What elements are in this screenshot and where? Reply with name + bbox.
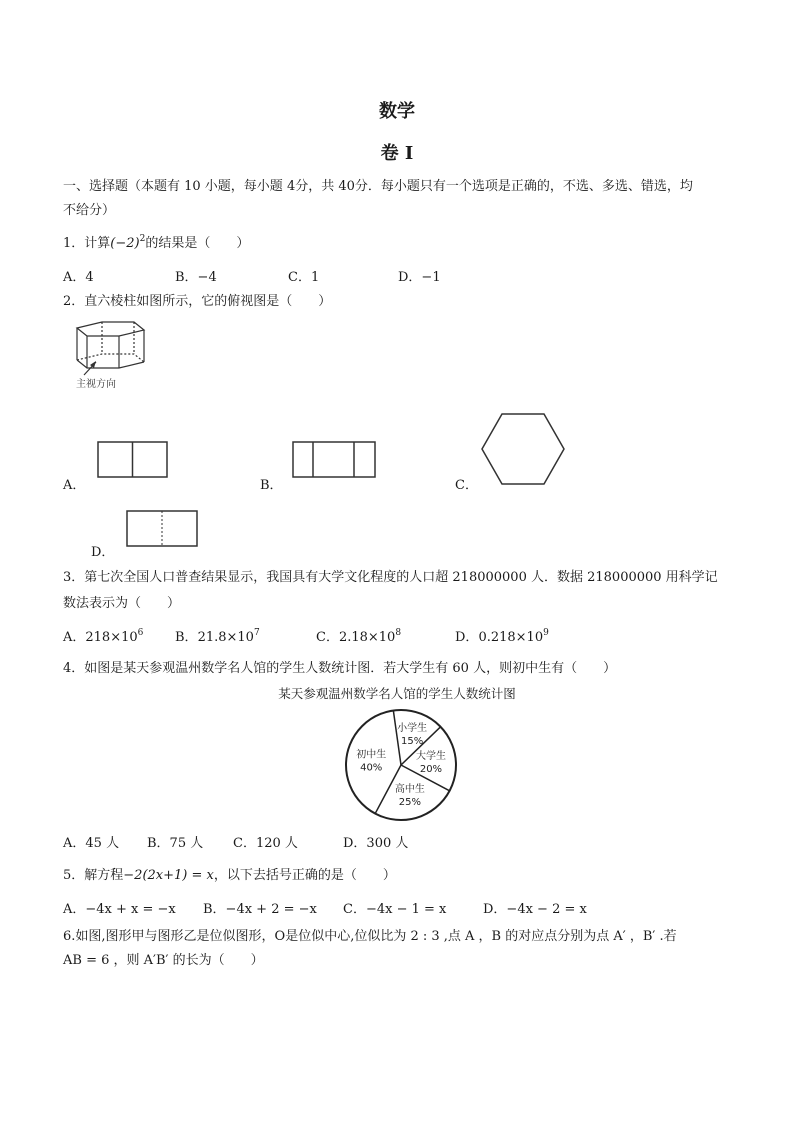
- question-6-stem-line2: AB = 6 ，则 A′B′ 的长为（ ）: [63, 953, 264, 968]
- paper-subtitle: 卷 I: [380, 143, 414, 164]
- question-3-stem-line2: 数法表示为（ ）: [63, 596, 181, 611]
- q2-option-d[interactable]: D．: [91, 545, 115, 560]
- q1-option-a[interactable]: A．4: [63, 270, 94, 285]
- q5-option-d[interactable]: D．−4x − 2 = x: [483, 902, 587, 917]
- q3-option-c[interactable]: C．$2.18\times 10^8$: [316, 628, 402, 645]
- q5-equation: −2(2x+1) = x: [123, 868, 214, 883]
- question-5-stem: 5．解方程−2(2x+1) = x，以下去括号正确的是（ ）: [63, 868, 396, 883]
- pie-slice-percent-2: 25%: [398, 796, 421, 808]
- section-heading-line1: 一、选择题（本题有 10 小题，每小题 4分，共 40分．每小题只有一个选项是正确的，不选、多选、错选，均: [63, 179, 693, 194]
- section-heading-line2: 不给分）: [63, 203, 116, 218]
- view-direction-label: 主视方向: [76, 379, 116, 390]
- q1-suffix: 的结果是（ ）: [145, 236, 250, 251]
- page-title: 数学: [379, 101, 415, 122]
- hexagonal-prism-figure: [72, 320, 152, 392]
- pie-slice-label-0: 小学生: [397, 722, 428, 734]
- q3-option-b[interactable]: B．$21.8\times 10^7$: [175, 628, 260, 645]
- q3-option-a[interactable]: A．$218\times 10^6$: [63, 628, 144, 645]
- pie-slice-label-3: 初中生: [356, 749, 387, 761]
- q2-option-b[interactable]: B．: [260, 478, 283, 493]
- q4-option-b[interactable]: B．75 人: [147, 836, 204, 851]
- q4-option-d[interactable]: D．300 人: [343, 836, 409, 851]
- q2-option-a[interactable]: A．: [63, 478, 86, 493]
- question-2-stem: 2．直六棱柱如图所示，它的俯视图是（ ）: [63, 294, 332, 309]
- q1-expression: (−2): [110, 236, 140, 251]
- q4-option-a[interactable]: A．45 人: [63, 836, 120, 851]
- q3-option-d[interactable]: D．$0.218\times 10^9$: [455, 628, 549, 645]
- question-6-stem-line1: 6.如图,图形甲与图形乙是位似图形，O是位似中心,位似比为 2 : 3 ,点 A ，B 的对应点分别为点 A′ ，B′ .若: [63, 929, 677, 944]
- option-b-top-view: [292, 441, 377, 479]
- q5-option-b[interactable]: B．−4x + 2 = −x: [203, 902, 317, 917]
- question-1-stem: [63, 232, 249, 251]
- q5-option-a[interactable]: A．−4x + x = −x: [63, 902, 176, 917]
- question-4-stem: 4．如图是某天参观温州数学名人馆的学生人数统计图．若大学生有 60 人，则初中生有（ ）: [63, 661, 617, 676]
- pie-slice-label-2: 高中生: [394, 783, 425, 795]
- pie-slice-percent-1: 20%: [419, 763, 443, 775]
- q1-prefix: 1．计算: [63, 236, 111, 251]
- option-a-top-view: [97, 441, 169, 479]
- q5-option-c[interactable]: C．−4x − 1 = x: [343, 902, 447, 917]
- q1-option-d[interactable]: D．−1: [398, 270, 441, 285]
- pie-slice-percent-3: 40%: [360, 762, 383, 774]
- q1-option-c[interactable]: C．1: [288, 270, 320, 285]
- chart-title: 某天参观温州数学名人馆的学生人数统计图: [278, 686, 516, 701]
- option-d-top-view: [126, 510, 199, 548]
- q1-option-b[interactable]: B．−4: [175, 270, 217, 285]
- pie-slice-label-1: 大学生: [415, 750, 446, 762]
- student-count-pie-chart: [336, 707, 466, 823]
- option-c-hexagon-view: [481, 413, 565, 486]
- question-3-stem-line1: 3．第七次全国人口普查结果显示，我国具有大学文化程度的人口超 218000000 人．数据 218000000 用科学记: [63, 570, 718, 585]
- q4-option-c[interactable]: C．120 人: [233, 836, 298, 851]
- q2-option-c[interactable]: C．: [455, 478, 478, 493]
- q1-exponent: 2: [139, 234, 146, 244]
- pie-slice-percent-0: 15%: [400, 735, 424, 747]
